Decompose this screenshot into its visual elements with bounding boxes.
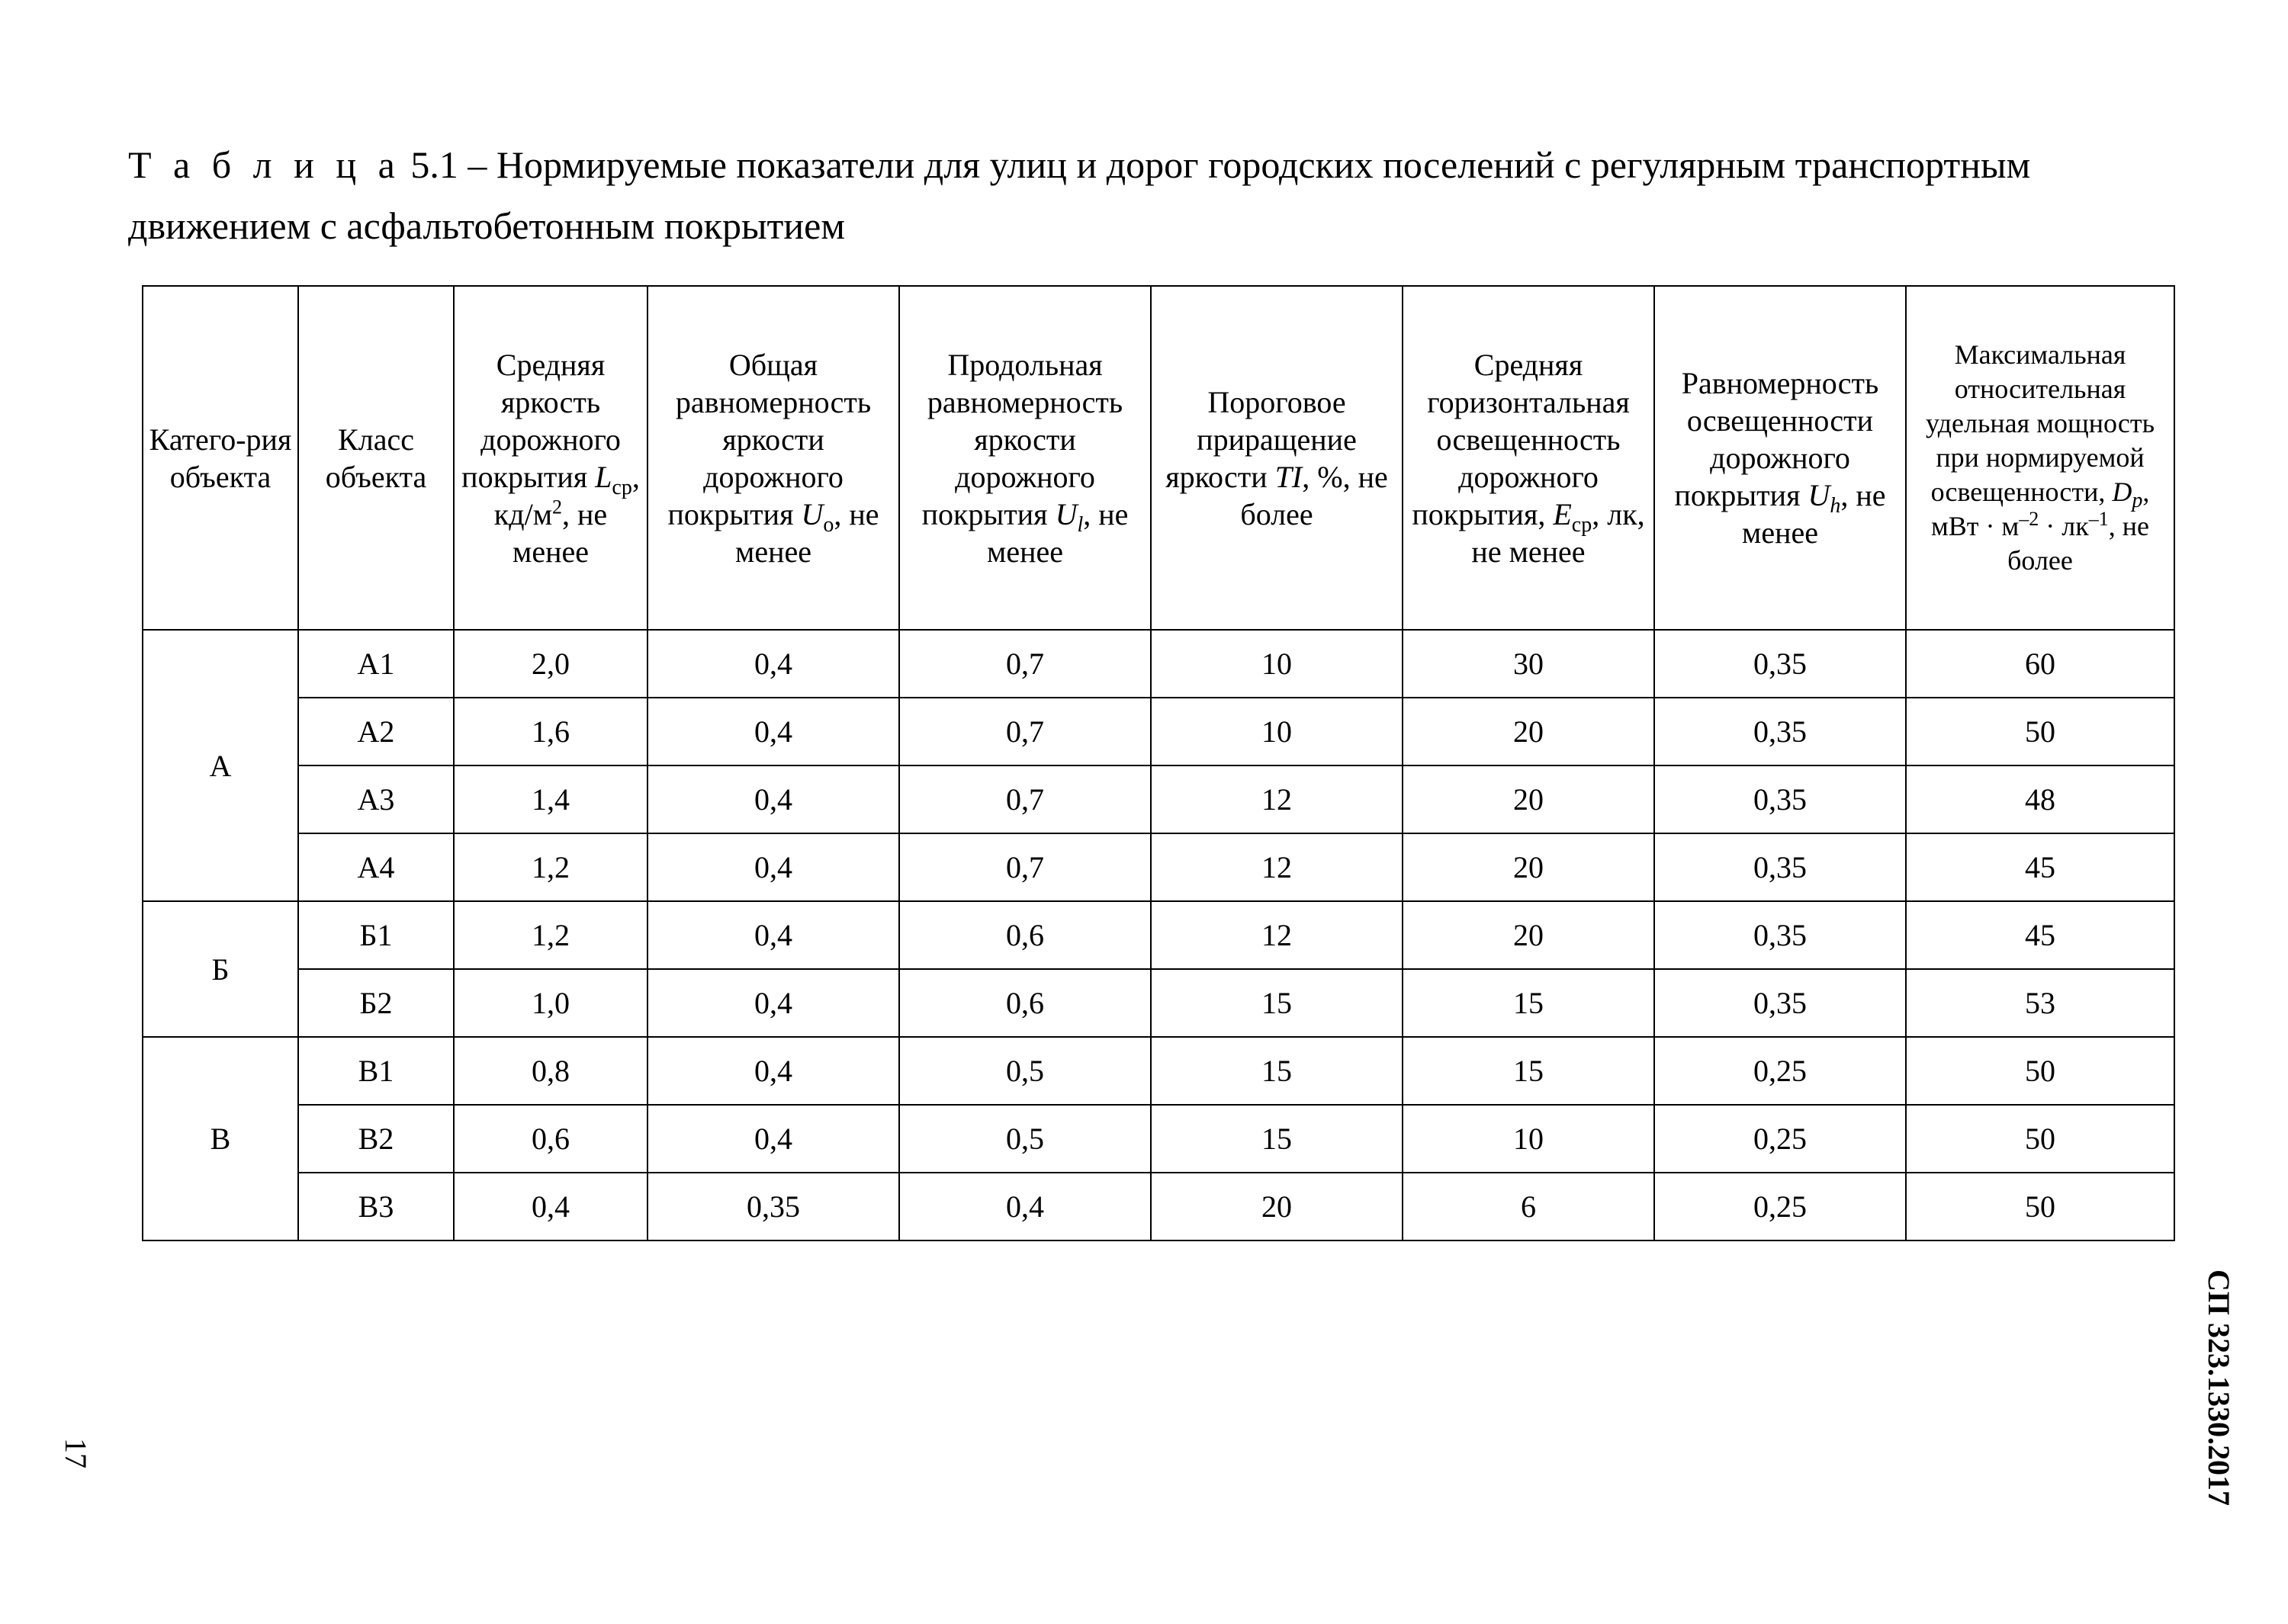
- category-cell: А: [143, 630, 298, 901]
- overall-uniformity-cell: 0,4: [648, 698, 899, 765]
- threshold-increment-cell: 12: [1151, 765, 1403, 833]
- power-density-cell: 53: [1906, 969, 2174, 1037]
- longitudinal-uniformity-cell: 0,7: [899, 833, 1151, 901]
- overall-uniformity-cell: 0,4: [648, 901, 899, 969]
- illuminance-cell: 30: [1403, 630, 1654, 698]
- illuminance-cell: 6: [1403, 1173, 1654, 1240]
- threshold-increment-cell: 12: [1151, 901, 1403, 969]
- threshold-increment-cell: 15: [1151, 1105, 1403, 1173]
- header-threshold-increment: Пороговое приращение яркости TI, %, не более: [1151, 286, 1403, 630]
- table-row: [143, 969, 2174, 1037]
- header-row: [143, 286, 2174, 630]
- power-density-cell: 45: [1906, 901, 2174, 969]
- overall-uniformity-cell: 0,4: [648, 833, 899, 901]
- threshold-increment-cell: 15: [1151, 1037, 1403, 1105]
- luminance-cell: 1,4: [454, 765, 648, 833]
- illuminance-uniformity-cell: 0,25: [1654, 1037, 1906, 1105]
- power-density-cell: 45: [1906, 833, 2174, 901]
- threshold-increment-cell: 20: [1151, 1173, 1403, 1240]
- luminance-cell: 0,8: [454, 1037, 648, 1105]
- header-class: Класс объекта: [298, 286, 454, 630]
- category-cell: В: [143, 1037, 298, 1240]
- class-cell: В2: [298, 1105, 454, 1173]
- luminance-cell: 1,2: [454, 833, 648, 901]
- longitudinal-uniformity-cell: 0,5: [899, 1037, 1151, 1105]
- longitudinal-uniformity-cell: 0,5: [899, 1105, 1151, 1173]
- power-density-cell: 50: [1906, 1105, 2174, 1173]
- luminance-cell: 0,6: [454, 1105, 648, 1173]
- luminance-cell: 1,6: [454, 698, 648, 765]
- illuminance-uniformity-cell: 0,25: [1654, 1173, 1906, 1240]
- longitudinal-uniformity-cell: 0,7: [899, 698, 1151, 765]
- overall-uniformity-cell: 0,4: [648, 969, 899, 1037]
- illuminance-cell: 20: [1403, 698, 1654, 765]
- illuminance-uniformity-cell: 0,35: [1654, 969, 1906, 1037]
- table-row: [143, 1105, 2174, 1173]
- illuminance-uniformity-cell: 0,35: [1654, 765, 1906, 833]
- illuminance-uniformity-cell: 0,35: [1654, 901, 1906, 969]
- longitudinal-uniformity-cell: 0,6: [899, 901, 1151, 969]
- illuminance-cell: 10: [1403, 1105, 1654, 1173]
- header-longitudinal-uniformity: Продольная равномерность яркости дорожного покрытия $U_l$, не менее: [899, 286, 1151, 630]
- header-overall-uniformity: Общая равномерность яркости дорожного покрытия $U_о$, не менее: [648, 286, 899, 630]
- class-cell: Б1: [298, 901, 454, 969]
- page-number: 17: [59, 1438, 94, 1468]
- illuminance-cell: 20: [1403, 765, 1654, 833]
- header-luminance: Средняя яркость дорожного покрытия $L_{ср}$, $кд/м^2$, не менее: [454, 286, 648, 630]
- threshold-increment-cell: 10: [1151, 698, 1403, 765]
- header-illuminance: Средняя горизонтальная освещенность дорожного покрытия, $E_{ср}$, лк, не менее: [1403, 286, 1654, 630]
- table-row: [143, 698, 2174, 765]
- class-cell: В1: [298, 1037, 454, 1105]
- class-cell: Б2: [298, 969, 454, 1037]
- power-density-cell: 50: [1906, 1173, 2174, 1240]
- class-cell: А4: [298, 833, 454, 901]
- table-row: [143, 901, 2174, 969]
- overall-uniformity-cell: 0,35: [648, 1173, 899, 1240]
- header-category: Катего-рия объекта: [143, 286, 298, 630]
- norms-table: [142, 285, 2175, 1241]
- threshold-increment-cell: 10: [1151, 630, 1403, 698]
- caption-label: Т а б л и ц а: [128, 143, 401, 186]
- illuminance-uniformity-cell: 0,35: [1654, 833, 1906, 901]
- illuminance-uniformity-cell: 0,25: [1654, 1105, 1906, 1173]
- class-cell: А3: [298, 765, 454, 833]
- luminance-cell: 2,0: [454, 630, 648, 698]
- luminance-cell: 1,2: [454, 901, 648, 969]
- power-density-cell: 50: [1906, 698, 2174, 765]
- table-row: [143, 833, 2174, 901]
- caption-text: 5.1 – Нормируемые показатели для улиц и дорог городских поселений с регулярным транспортным движением с асфальтобетонным покрытием: [128, 143, 2031, 247]
- illuminance-uniformity-cell: 0,35: [1654, 630, 1906, 698]
- class-cell: А1: [298, 630, 454, 698]
- class-cell: В3: [298, 1173, 454, 1240]
- overall-uniformity-cell: 0,4: [648, 630, 899, 698]
- class-cell: А2: [298, 698, 454, 765]
- illuminance-cell: 20: [1403, 833, 1654, 901]
- overall-uniformity-cell: 0,4: [648, 1037, 899, 1105]
- document-code: СП 323.1330.2017: [2202, 1269, 2237, 1506]
- power-density-cell: 48: [1906, 765, 2174, 833]
- luminance-cell: 0,4: [454, 1173, 648, 1240]
- power-density-cell: 60: [1906, 630, 2174, 698]
- overall-uniformity-cell: 0,4: [648, 1105, 899, 1173]
- table-caption: [128, 134, 2187, 256]
- header-power-density: Максимальная относительная удельная мощность при нормируемой освещенности, $D_p$, мВт · $м^{-2} \cdot лк^{-1}$, не более: [1906, 286, 2174, 630]
- illuminance-cell: 20: [1403, 901, 1654, 969]
- longitudinal-uniformity-cell: 0,4: [899, 1173, 1151, 1240]
- table-row: [143, 1173, 2174, 1240]
- luminance-cell: 1,0: [454, 969, 648, 1037]
- longitudinal-uniformity-cell: 0,6: [899, 969, 1151, 1037]
- threshold-increment-cell: 12: [1151, 833, 1403, 901]
- header-illuminance-uniformity: Равномерность освещенности дорожного покрытия $U_h$, не менее: [1654, 286, 1906, 630]
- illuminance-cell: 15: [1403, 1037, 1654, 1105]
- longitudinal-uniformity-cell: 0,7: [899, 630, 1151, 698]
- table-row: [143, 765, 2174, 833]
- illuminance-uniformity-cell: 0,35: [1654, 698, 1906, 765]
- overall-uniformity-cell: 0,4: [648, 765, 899, 833]
- threshold-increment-cell: 15: [1151, 969, 1403, 1037]
- table-row: [143, 630, 2174, 698]
- table-row: [143, 1037, 2174, 1105]
- illuminance-cell: 15: [1403, 969, 1654, 1037]
- longitudinal-uniformity-cell: 0,7: [899, 765, 1151, 833]
- power-density-cell: 50: [1906, 1037, 2174, 1105]
- category-cell: Б: [143, 901, 298, 1037]
